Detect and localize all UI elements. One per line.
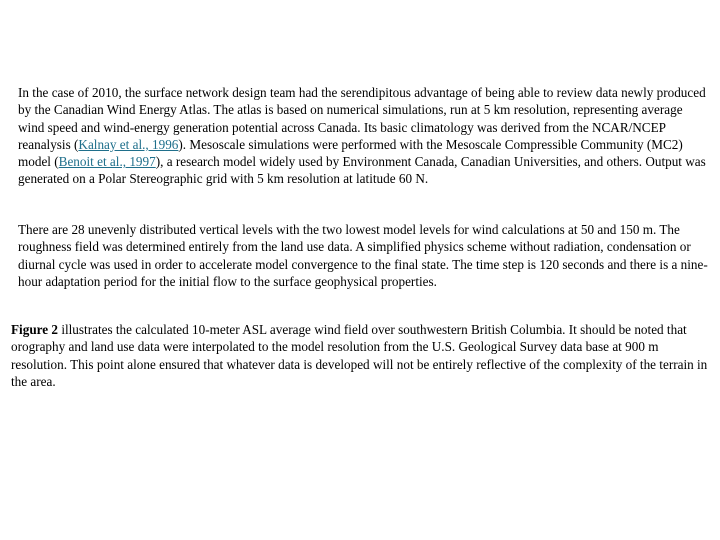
paragraph-1-text-c: ), a research model widely used by Environment Canada, Canadian Universities, and others. Output was generated on a Polar Stereographic grid with 5 km resolution at latitude 60 N. [18,154,706,187]
citation-link-benoit[interactable]: Benoit et al., 1997 [58,154,156,170]
paragraph-network-design [18,84,708,188]
paragraph-3-text: illustrates the calculated 10-meter ASL average wind field over southwestern British Columbia. It should be noted that orography and land use data were interpolated to the model resolution from the U.S. Geological Survey data base at 900 m resolution. This point alone ensured that whatever data is developed will not be entirely reflective of the complexity of the terrain in the area. [11,322,708,389]
citation-link-kalnay[interactable]: Kalnay et al., 1996 [78,136,179,152]
figure-2-reference: Figure 2 [11,322,59,337]
paragraph-1-text-b: ). Mesoscale simulations were performed with the Mesoscale Compressible Community (MC2) model ( [18,136,683,170]
paragraph-vertical-levels [18,221,708,290]
paragraph-2-text: There are 28 unevenly distributed vertical levels with the two lowest model levels for wind calculations at 50 and 150 m. The roughness field was determined entirely from the land use data. A simplified physics scheme without radiation, condensation or diurnal cycle was used in order to accelerate model convergence to the final state. The time step is 120 seconds and there is a nine-hour adaptation period for the initial flow to the surface geophysical properties. [18,222,708,289]
paragraph-1-text-a: In the case of 2010, the surface network design team had the serendipitous advantage of being able to review data newly produced by the Canadian Wind Energy Atlas. The atlas is based on numerical simulations, run at 5 km resolution, representing average wind speed and wind-energy generation potential across Canada. Its basic climatology was derived from the NCAR/NCEP reanalysis ( [18,85,706,152]
paragraph-figure-description [11,321,708,390]
